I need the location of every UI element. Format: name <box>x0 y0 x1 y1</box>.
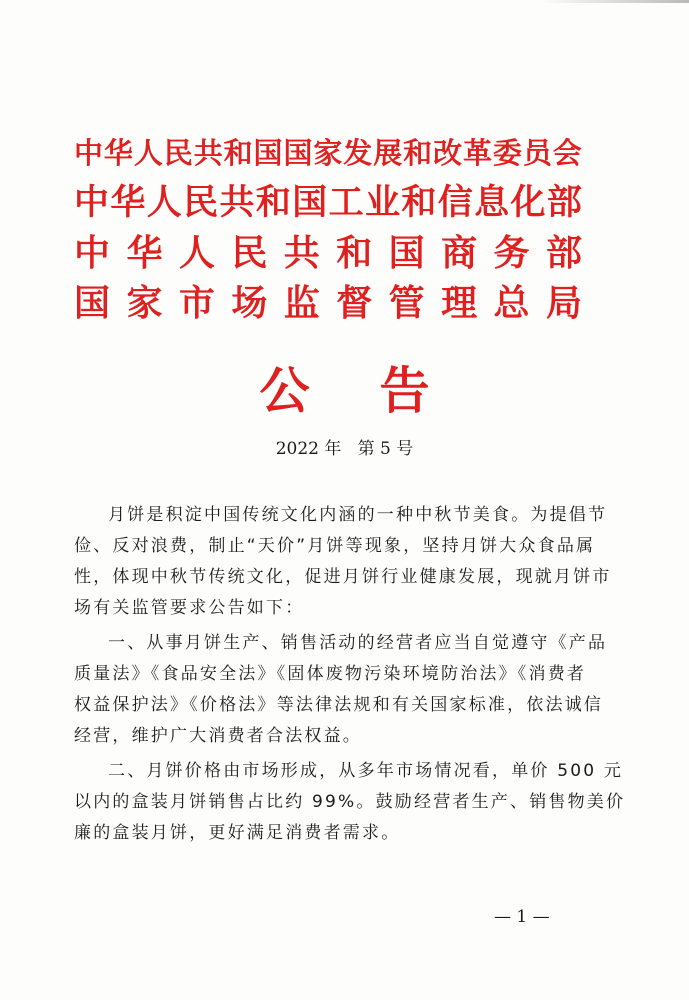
text-line: 权益保护法》《价格法》等法律法规和有关国家标准，依法诚信 <box>74 695 604 715</box>
scan-edge <box>540 0 689 3</box>
issuer-line <box>74 228 582 278</box>
issuer-char: 和 <box>403 136 433 170</box>
issuer-char: 和 <box>255 182 291 223</box>
issuer-char: 中 <box>74 136 104 170</box>
text-line: 一、从事月饼生产、销售活动的经营者应当自觉遵守《产品 <box>108 633 608 653</box>
issuer-char: 人 <box>146 182 182 223</box>
text-line: 质量法》《食品安全法》《固体废物污染环境防治法》《消费者 <box>74 664 587 684</box>
issuer-char: 务 <box>493 232 530 274</box>
issuer-char: 华 <box>103 136 133 170</box>
text-line: 月饼是积淀中国传统文化内涵的一种中秋节美食。为提倡节 <box>108 505 608 525</box>
issuer-char: 华 <box>110 182 146 223</box>
issuer-char: 委 <box>492 136 522 170</box>
text-line: 廉的盒装月饼，更好满足消费者需求。 <box>74 823 401 843</box>
paragraph-intro <box>74 500 612 624</box>
issuer-char: 商 <box>441 232 478 274</box>
issuer-char: 总 <box>493 282 530 324</box>
issuer-char: 国 <box>283 136 313 170</box>
issuer-char: 民 <box>163 136 193 170</box>
text-line: 二、月饼价格由市场形成，从多年市场情况看，单价 500 元 <box>108 761 624 781</box>
issuer-char: 业 <box>365 182 401 223</box>
issuer-char: 部 <box>545 232 582 274</box>
issuer-char: 华 <box>126 232 163 274</box>
issuer-char: 家 <box>126 282 163 324</box>
issuer-char: 展 <box>373 136 403 170</box>
paragraph-item-2 <box>74 756 626 849</box>
issuer-char: 和 <box>223 136 253 170</box>
issuer-char: 中 <box>74 182 110 223</box>
issuer-char: 中 <box>74 232 111 274</box>
issuer-char: 会 <box>552 136 582 170</box>
issuer-char: 共 <box>193 136 223 170</box>
issuer-char: 革 <box>462 136 492 170</box>
issuer-char: 理 <box>441 282 478 324</box>
announcement-body <box>74 500 626 853</box>
text-line: 以内的盒装月饼销售占比约 99%。鼓励经营者生产、销售物美价 <box>74 792 626 812</box>
issuer-line <box>74 278 582 328</box>
issuer-char: 和 <box>336 232 373 274</box>
document-number: 2022 年 第 5 号 <box>275 439 414 459</box>
document-title <box>0 360 689 422</box>
issuer-char: 场 <box>231 282 268 324</box>
text-line: 经营，维护广大消费者合法权益。 <box>74 726 362 746</box>
issuer-char: 共 <box>283 232 320 274</box>
issuer-char: 家 <box>313 136 343 170</box>
issuer-line <box>74 178 582 228</box>
document-title-char: 公 <box>259 361 310 420</box>
issuer-char: 工 <box>328 182 364 223</box>
issuer-char: 发 <box>343 136 373 170</box>
issuing-authorities-header <box>74 128 582 328</box>
issuer-char: 国 <box>388 232 425 274</box>
issuer-char: 信 <box>437 182 473 223</box>
issuer-char: 管 <box>388 282 425 324</box>
issuer-char: 民 <box>183 182 219 223</box>
issuer-line <box>74 128 582 178</box>
text-line: 性，体现中秋节传统文化，促进月饼行业健康发展，现就月饼市 <box>74 567 612 587</box>
issuer-char: 国 <box>253 136 283 170</box>
issuer-char: 和 <box>401 182 437 223</box>
text-line: 俭、反对浪费，制止“天价”月饼等现象，坚持月饼大众食品属 <box>74 536 596 556</box>
issuer-char: 督 <box>336 282 373 324</box>
issuer-char: 息 <box>474 182 510 223</box>
document-title-char: 告 <box>379 361 430 420</box>
issuer-char: 人 <box>133 136 163 170</box>
issuer-char: 人 <box>178 232 215 274</box>
issuer-char: 部 <box>546 182 582 223</box>
issuer-char: 共 <box>219 182 255 223</box>
issuer-char: 化 <box>510 182 546 223</box>
issuer-char: 局 <box>545 282 582 324</box>
issuer-char: 监 <box>283 282 320 324</box>
issuer-char: 市 <box>178 282 215 324</box>
issuer-char: 改 <box>433 136 463 170</box>
issuer-char: 民 <box>231 232 268 274</box>
text-line: 场有关监管要求公告如下： <box>74 598 305 618</box>
paragraph-item-1 <box>74 628 608 752</box>
issuer-char: 国 <box>292 182 328 223</box>
issuer-char: 国 <box>74 282 111 324</box>
issuer-char: 员 <box>522 136 552 170</box>
page-number: — 1 — <box>494 907 550 927</box>
